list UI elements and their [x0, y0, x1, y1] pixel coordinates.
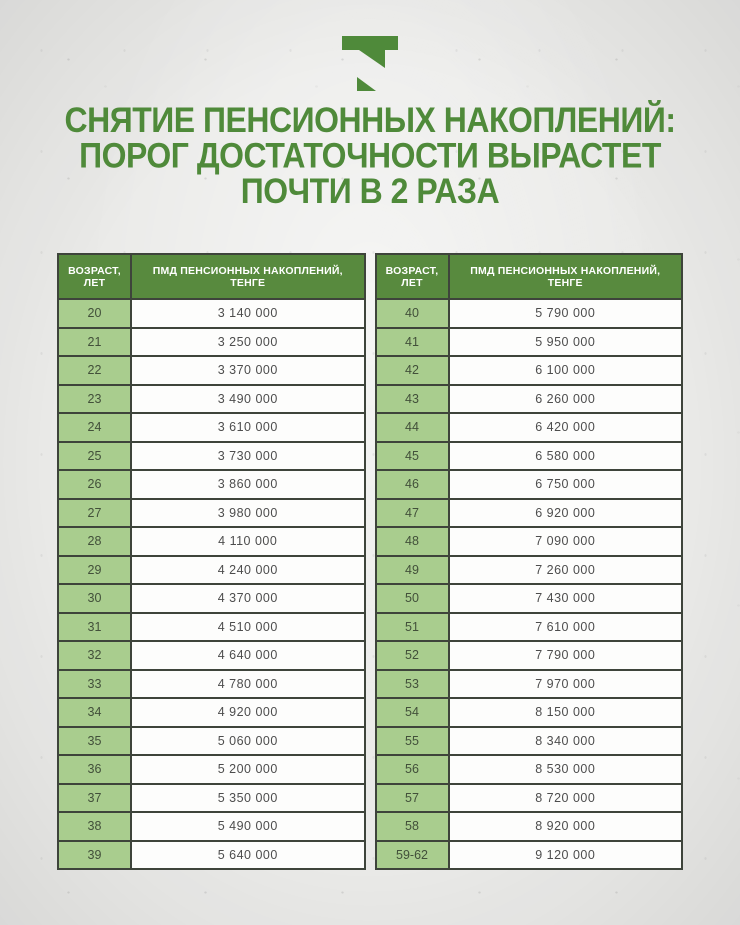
table-row: [376, 499, 683, 528]
age-cell: 40: [376, 299, 449, 328]
table-row: [58, 670, 365, 699]
age-cell: 47: [376, 499, 449, 528]
amount-cell: 3 140 000: [131, 299, 365, 328]
amount-cell: 3 490 000: [131, 385, 365, 414]
table-row: [376, 641, 683, 670]
age-cell: 48: [376, 527, 449, 556]
amount-cell: 4 920 000: [131, 698, 365, 727]
amount-cell: 7 970 000: [449, 670, 683, 699]
age-cell: 20: [58, 299, 131, 328]
table-row: [376, 812, 683, 841]
age-cell: 57: [376, 784, 449, 813]
column-header-amount: ПМД ПЕНСИОННЫХ НАКОПЛЕНИЙ, ТЕНГЕ: [131, 254, 365, 299]
table-row: [58, 727, 365, 756]
age-cell: 26: [58, 470, 131, 499]
amount-cell: 3 370 000: [131, 356, 365, 385]
age-cell: 37: [58, 784, 131, 813]
age-cell: 54: [376, 698, 449, 727]
page-title: [22, 100, 718, 212]
amount-cell: 4 640 000: [131, 641, 365, 670]
table-row: [376, 385, 683, 414]
table-row: [58, 499, 365, 528]
age-cell: 34: [58, 698, 131, 727]
amount-cell: 4 110 000: [131, 527, 365, 556]
amount-cell: 5 640 000: [131, 841, 365, 870]
age-cell: 30: [58, 584, 131, 613]
age-cell: 39: [58, 841, 131, 870]
age-cell: 49: [376, 556, 449, 585]
age-cell: 32: [58, 641, 131, 670]
amount-cell: 4 240 000: [131, 556, 365, 585]
table-row: [58, 385, 365, 414]
amount-cell: 7 090 000: [449, 527, 683, 556]
age-cell: 29: [58, 556, 131, 585]
column-header-amount: ПМД ПЕНСИОННЫХ НАКОПЛЕНИЙ, ТЕНГЕ: [449, 254, 683, 299]
column-header-age: ВОЗРАСТ, ЛЕТ: [58, 254, 131, 299]
age-cell: 58: [376, 812, 449, 841]
table-row: [58, 527, 365, 556]
table-row: [376, 413, 683, 442]
amount-cell: 6 580 000: [449, 442, 683, 471]
amount-cell: 7 260 000: [449, 556, 683, 585]
amount-cell: 8 340 000: [449, 727, 683, 756]
amount-cell: 9 120 000: [449, 841, 683, 870]
age-cell: 45: [376, 442, 449, 471]
age-cell: 55: [376, 727, 449, 756]
table-row: [376, 670, 683, 699]
table-row: [376, 613, 683, 642]
table-row: [58, 356, 365, 385]
table-row: [58, 812, 365, 841]
age-cell: 35: [58, 727, 131, 756]
table-row: [58, 328, 365, 357]
table-row: [376, 527, 683, 556]
amount-cell: 7 430 000: [449, 584, 683, 613]
amount-cell: 4 510 000: [131, 613, 365, 642]
table-row: [376, 698, 683, 727]
amount-cell: 7 790 000: [449, 641, 683, 670]
threshold-table-ages-40-62: [375, 253, 684, 870]
amount-cell: 5 950 000: [449, 328, 683, 357]
amount-cell: 8 150 000: [449, 698, 683, 727]
age-cell: 22: [58, 356, 131, 385]
age-cell: 59-62: [376, 841, 449, 870]
age-cell: 44: [376, 413, 449, 442]
table-row: [58, 784, 365, 813]
table-header-row: [376, 254, 683, 299]
page-title-line-1: СНЯТИЕ ПЕНСИОННЫХ НАКОПЛЕНИЙ:: [64, 100, 676, 141]
table-row: [376, 328, 683, 357]
amount-cell: 3 730 000: [131, 442, 365, 471]
age-cell: 50: [376, 584, 449, 613]
amount-cell: 7 610 000: [449, 613, 683, 642]
table-row: [376, 356, 683, 385]
table-row: [376, 755, 683, 784]
amount-cell: 6 260 000: [449, 385, 683, 414]
age-cell: 46: [376, 470, 449, 499]
threshold-tables: [57, 253, 683, 870]
age-cell: 31: [58, 613, 131, 642]
table-row: [58, 584, 365, 613]
table-row: [58, 299, 365, 328]
age-cell: 38: [58, 812, 131, 841]
amount-cell: 3 980 000: [131, 499, 365, 528]
amount-cell: 8 720 000: [449, 784, 683, 813]
table-row: [58, 613, 365, 642]
age-cell: 53: [376, 670, 449, 699]
amount-cell: 4 370 000: [131, 584, 365, 613]
amount-cell: 5 060 000: [131, 727, 365, 756]
age-cell: 25: [58, 442, 131, 471]
amount-cell: 6 920 000: [449, 499, 683, 528]
infographic-page: [0, 36, 740, 925]
tengrinews-logo-icon: [342, 36, 398, 91]
table-row: [58, 470, 365, 499]
table-row: [58, 442, 365, 471]
threshold-table-ages-20-39: [57, 253, 366, 870]
column-header-age: ВОЗРАСТ, ЛЕТ: [376, 254, 449, 299]
page-title-line-3: ПОЧТИ В 2 РАЗА: [240, 171, 500, 212]
table-row: [376, 727, 683, 756]
age-cell: 42: [376, 356, 449, 385]
table-row: [376, 841, 683, 870]
amount-cell: 3 860 000: [131, 470, 365, 499]
age-cell: 52: [376, 641, 449, 670]
table-row: [376, 299, 683, 328]
age-cell: 27: [58, 499, 131, 528]
table-row: [376, 784, 683, 813]
age-cell: 28: [58, 527, 131, 556]
age-cell: 36: [58, 755, 131, 784]
amount-cell: 5 350 000: [131, 784, 365, 813]
table-row: [58, 841, 365, 870]
table-row: [376, 556, 683, 585]
amount-cell: 3 610 000: [131, 413, 365, 442]
age-cell: 33: [58, 670, 131, 699]
amount-cell: 8 530 000: [449, 755, 683, 784]
amount-cell: 3 250 000: [131, 328, 365, 357]
table-row: [376, 470, 683, 499]
table-row: [376, 442, 683, 471]
table-header-row: [58, 254, 365, 299]
table-row: [58, 755, 365, 784]
amount-cell: 8 920 000: [449, 812, 683, 841]
table-row: [376, 584, 683, 613]
tengrinews-logo: [342, 36, 398, 91]
age-cell: 43: [376, 385, 449, 414]
table-row: [58, 698, 365, 727]
amount-cell: 5 490 000: [131, 812, 365, 841]
amount-cell: 6 420 000: [449, 413, 683, 442]
amount-cell: 5 790 000: [449, 299, 683, 328]
table-row: [58, 413, 365, 442]
age-cell: 56: [376, 755, 449, 784]
amount-cell: 5 200 000: [131, 755, 365, 784]
amount-cell: 6 100 000: [449, 356, 683, 385]
table-row: [58, 641, 365, 670]
age-cell: 24: [58, 413, 131, 442]
table-row: [58, 556, 365, 585]
amount-cell: 4 780 000: [131, 670, 365, 699]
age-cell: 41: [376, 328, 449, 357]
age-cell: 23: [58, 385, 131, 414]
age-cell: 51: [376, 613, 449, 642]
age-cell: 21: [58, 328, 131, 357]
amount-cell: 6 750 000: [449, 470, 683, 499]
page-title-line-2: ПОРОГ ДОСТАТОЧНОСТИ ВЫРАСТЕТ: [79, 136, 661, 176]
